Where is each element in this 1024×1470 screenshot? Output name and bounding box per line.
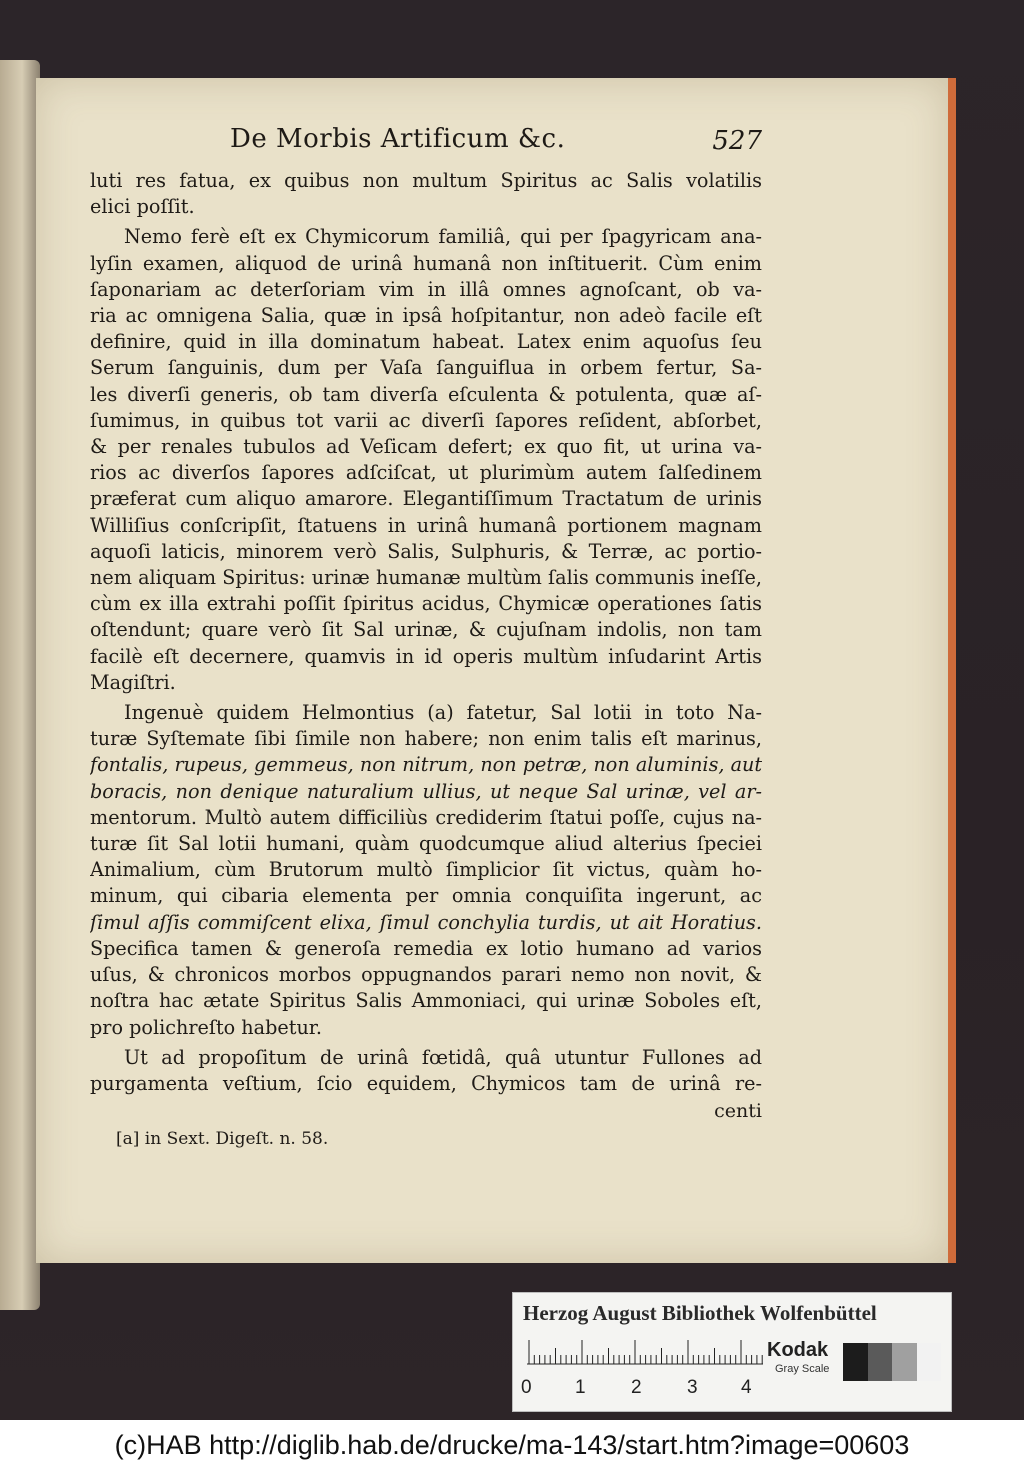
text-line: aquoſi laticis, minorem verò Salis, Sulphuris, & Terræ, ac portio-: [90, 539, 762, 563]
body-text: [90, 168, 762, 1097]
text-line: pro polichreſto habetur.: [90, 1015, 322, 1039]
text-line: lyſin examen, aliquod de urinâ humanâ non inſtituerit. Cùm enim: [90, 251, 762, 275]
swatch: [892, 1343, 917, 1381]
ruler-label: 3: [687, 1377, 698, 1398]
text-line: les diverſi generis, ob tam diverſa eſculenta & potulenta, quæ aſ-: [90, 382, 762, 406]
running-head: [90, 124, 762, 168]
text-line: minum, qui cibaria elementa per omnia conquiſita ingerunt, ac: [90, 884, 762, 908]
ruler-label: 2: [631, 1377, 642, 1398]
text-line: ſumimus, in quibus tot varii ac diverſi ſapores reſident, abſorbet,: [90, 408, 762, 432]
text-line: ſaponariam ac deterſoriam vim in illâ omnes agnoſcant, ob va-: [90, 277, 762, 301]
swatch: [843, 1343, 868, 1381]
ruler-icon: [527, 1339, 763, 1365]
text-line: Animalium, cùm Brutorum multò ſimplicior ſit victus, quàm ho-: [90, 858, 762, 882]
swatch: [917, 1343, 942, 1381]
text-line: uſus, & chronicos morbos oppugnandos parari nemo non novit, &: [90, 963, 762, 987]
text-line: luti res fatua, ex quibus non multum Spiritus ac Salis volatilis: [90, 169, 762, 192]
gray-swatches: [843, 1343, 941, 1381]
text-line: ria ac omnigena Salia, quæ in ipsâ hoſpitantur, non adeò facile eſt: [90, 304, 762, 328]
footnote: [a] in Sext. Digeſt. n. 58.: [116, 1129, 329, 1150]
text-line: Magiſtri.: [90, 670, 176, 694]
running-title: De Morbis Artificum &c.: [230, 124, 566, 154]
text-line: elici poſſit.: [90, 195, 195, 219]
text-line: turæ ſit Sal lotii humani, quàm quodcumque aliud alterius ſpeciei: [90, 832, 762, 856]
text-line: definire, quid in illa dominatum habeat. Latex enim aquoſus ſeu: [90, 330, 762, 354]
ruler-label: 4: [741, 1377, 752, 1398]
text-line: rios ac diverſos ſapores adſciſcat, ut plurimùm autem ſalſedinem: [90, 461, 762, 485]
text-line: fontalis, rupeus, gemmeus, non nitrum, non petræ, non aluminis, aut: [90, 753, 762, 777]
ruler-label: 0: [521, 1377, 532, 1398]
color-calibration-bar: [512, 1292, 952, 1412]
text-line: boracis, non denique naturalium ullius, ut neque Sal urinæ, vel ar-: [90, 779, 762, 803]
text-line: Ingenuè quidem Helmontius (a) fatetur, Sal lotii in toto Na-: [124, 701, 762, 725]
text-line: turæ Syſtemate ſibi ſimile non habere; non enim talis eſt marinus,: [90, 727, 762, 751]
kodak-logo: Kodak: [767, 1339, 829, 1361]
page-number: 527: [712, 126, 762, 156]
text-line: mentorum. Multò autem difficiliùs crediderim ſtatui poſſe, cujus na-: [90, 805, 762, 829]
text-line: noſtra hac ætate Spiritus Salis Ammoniaci, qui urinæ Soboles eſt,: [90, 989, 762, 1013]
text-line: Serum ſanguinis, dum per Vaſa ſanguiflua in orbem fertur, Sa-: [90, 356, 762, 380]
source-url[interactable]: (c)HAB http://diglib.hab.de/drucke/ma-143/start.htm?image=00603: [0, 1420, 1024, 1470]
text-line: facilè eſt decernere, quamvis in id operis multùm inſudarint Artis: [90, 644, 762, 668]
ruler-label: 1: [575, 1377, 586, 1398]
left-page-edge: [0, 60, 40, 1310]
text-line: nem aliquam Spiritus: urinæ humanæ multùm ſalis communis ineſſe,: [90, 566, 762, 590]
gray-scale-label: Gray Scale: [775, 1363, 830, 1375]
text-line: præferat cum aliquo amarore. Elegantiſſimum Tractatum de urinis: [90, 487, 762, 511]
text-line: & per renales tubulos ad Veſicam defert; ex quo fit, ut urina va-: [90, 435, 762, 459]
book-page: [36, 78, 956, 1263]
text-line: Williſius conſcripſit, ſtatuens in urinâ humanâ portionem magnam: [90, 513, 762, 537]
catchword: centi: [714, 1100, 762, 1123]
text-line: Ut ad propoſitum de urinâ fœtidâ, quâ utuntur Fullones ad: [124, 1045, 762, 1069]
text-line: purgamenta veſtium, ſcio equidem, Chymicos tam de urinâ re-: [90, 1071, 762, 1095]
text-line: ſimul aſſis commiſcent elixa, ſimul conchylia turdis, ut ait Horatius.: [90, 910, 762, 934]
swatch: [868, 1343, 893, 1381]
text-line: cùm ex illa extrahi poſſit ſpiritus acidus, Chymicæ operationes ſatis: [90, 592, 762, 616]
text-line: oſtendunt; quare verò ſit Sal urinæ, & cujuſnam indolis, non tam: [90, 618, 762, 642]
library-name: Herzog August Bibliothek Wolfenbüttel: [523, 1301, 877, 1325]
text-line: Nemo ferè eſt ex Chymicorum familiâ, qui per ſpagyricam ana-: [124, 225, 762, 249]
text-line: Specifica tamen & generoſa remedia ex lotio humano ad varios: [90, 936, 762, 960]
page-content: [90, 124, 762, 1149]
